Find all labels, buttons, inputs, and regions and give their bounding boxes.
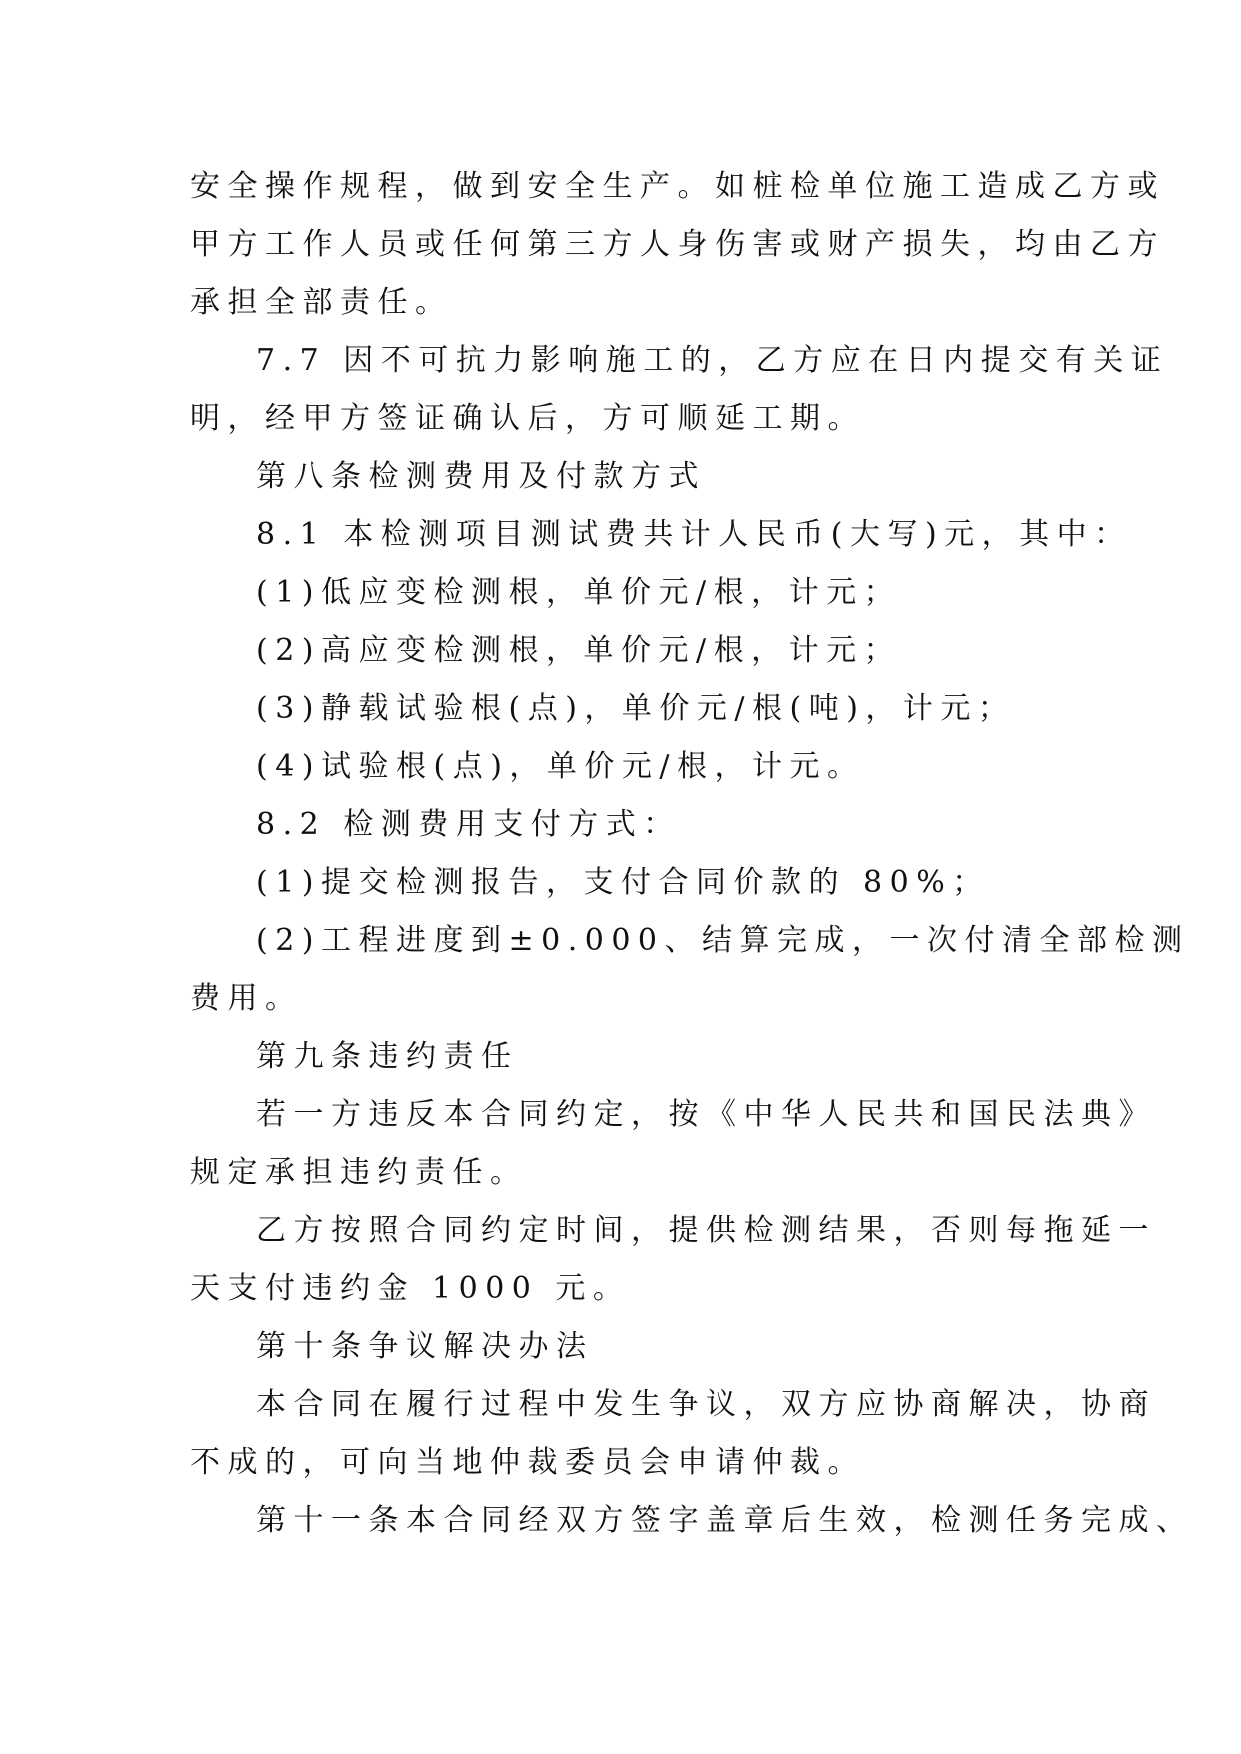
text-line: 安全操作规程，做到安全生产。如桩检单位施工造成乙方或 xyxy=(190,169,1165,204)
article-10-heading: 第十条争议解决办法 xyxy=(256,1329,594,1364)
text-line: 甲方工作人员或任何第三方人身伤害或财产损失，均由乙方 xyxy=(190,227,1165,262)
text-line: 若一方违反本合同约定，按《中华人民共和国民法典》 xyxy=(256,1097,1156,1132)
text-line: 规定承担违约责任。 xyxy=(190,1155,528,1190)
list-item: (2)工程进度到±0.000、结算完成，一次付清全部检测 xyxy=(256,923,1190,958)
text-line: 承担全部责任。 xyxy=(190,285,453,320)
text-line: 费用。 xyxy=(190,981,303,1016)
document-page xyxy=(190,158,1194,1550)
clause-8-1: 8.1 本检测项目测试费共计人民币(大写)元，其中： xyxy=(256,517,1132,552)
text-line: 本合同在履行过程中发生争议，双方应协商解决，协商 xyxy=(256,1387,1156,1422)
text-line: 明，经甲方签证确认后，方可顺延工期。 xyxy=(190,401,865,436)
text-line: 天支付违约金 1000 元。 xyxy=(190,1271,631,1306)
list-item: (1)低应变检测根，单价元/根，计元； xyxy=(256,575,902,610)
list-item: (4)试验根(点)，单价元/根，计元。 xyxy=(256,749,865,784)
list-item: (2)高应变检测根，单价元/根，计元； xyxy=(256,633,902,668)
article-9-heading: 第九条违约责任 xyxy=(256,1039,519,1074)
text-line: 乙方按照合同约定时间，提供检测结果，否则每拖延一 xyxy=(256,1213,1156,1248)
list-item: (3)静载试验根(点)，单价元/根(吨)，计元； xyxy=(256,691,1016,726)
list-item: (1)提交检测报告，支付合同价款的 80%； xyxy=(256,865,990,900)
article-8-heading: 第八条检测费用及付款方式 xyxy=(256,459,706,494)
article-11-text: 第十一条本合同经双方签字盖章后生效，检测任务完成、 xyxy=(256,1503,1194,1538)
clause-7-7: 7.7 因不可抗力影响施工的，乙方应在日内提交有关证 xyxy=(256,343,1169,378)
text-line: 不成的，可向当地仲裁委员会申请仲裁。 xyxy=(190,1445,865,1480)
clause-8-2: 8.2 检测费用支付方式： xyxy=(256,807,681,842)
